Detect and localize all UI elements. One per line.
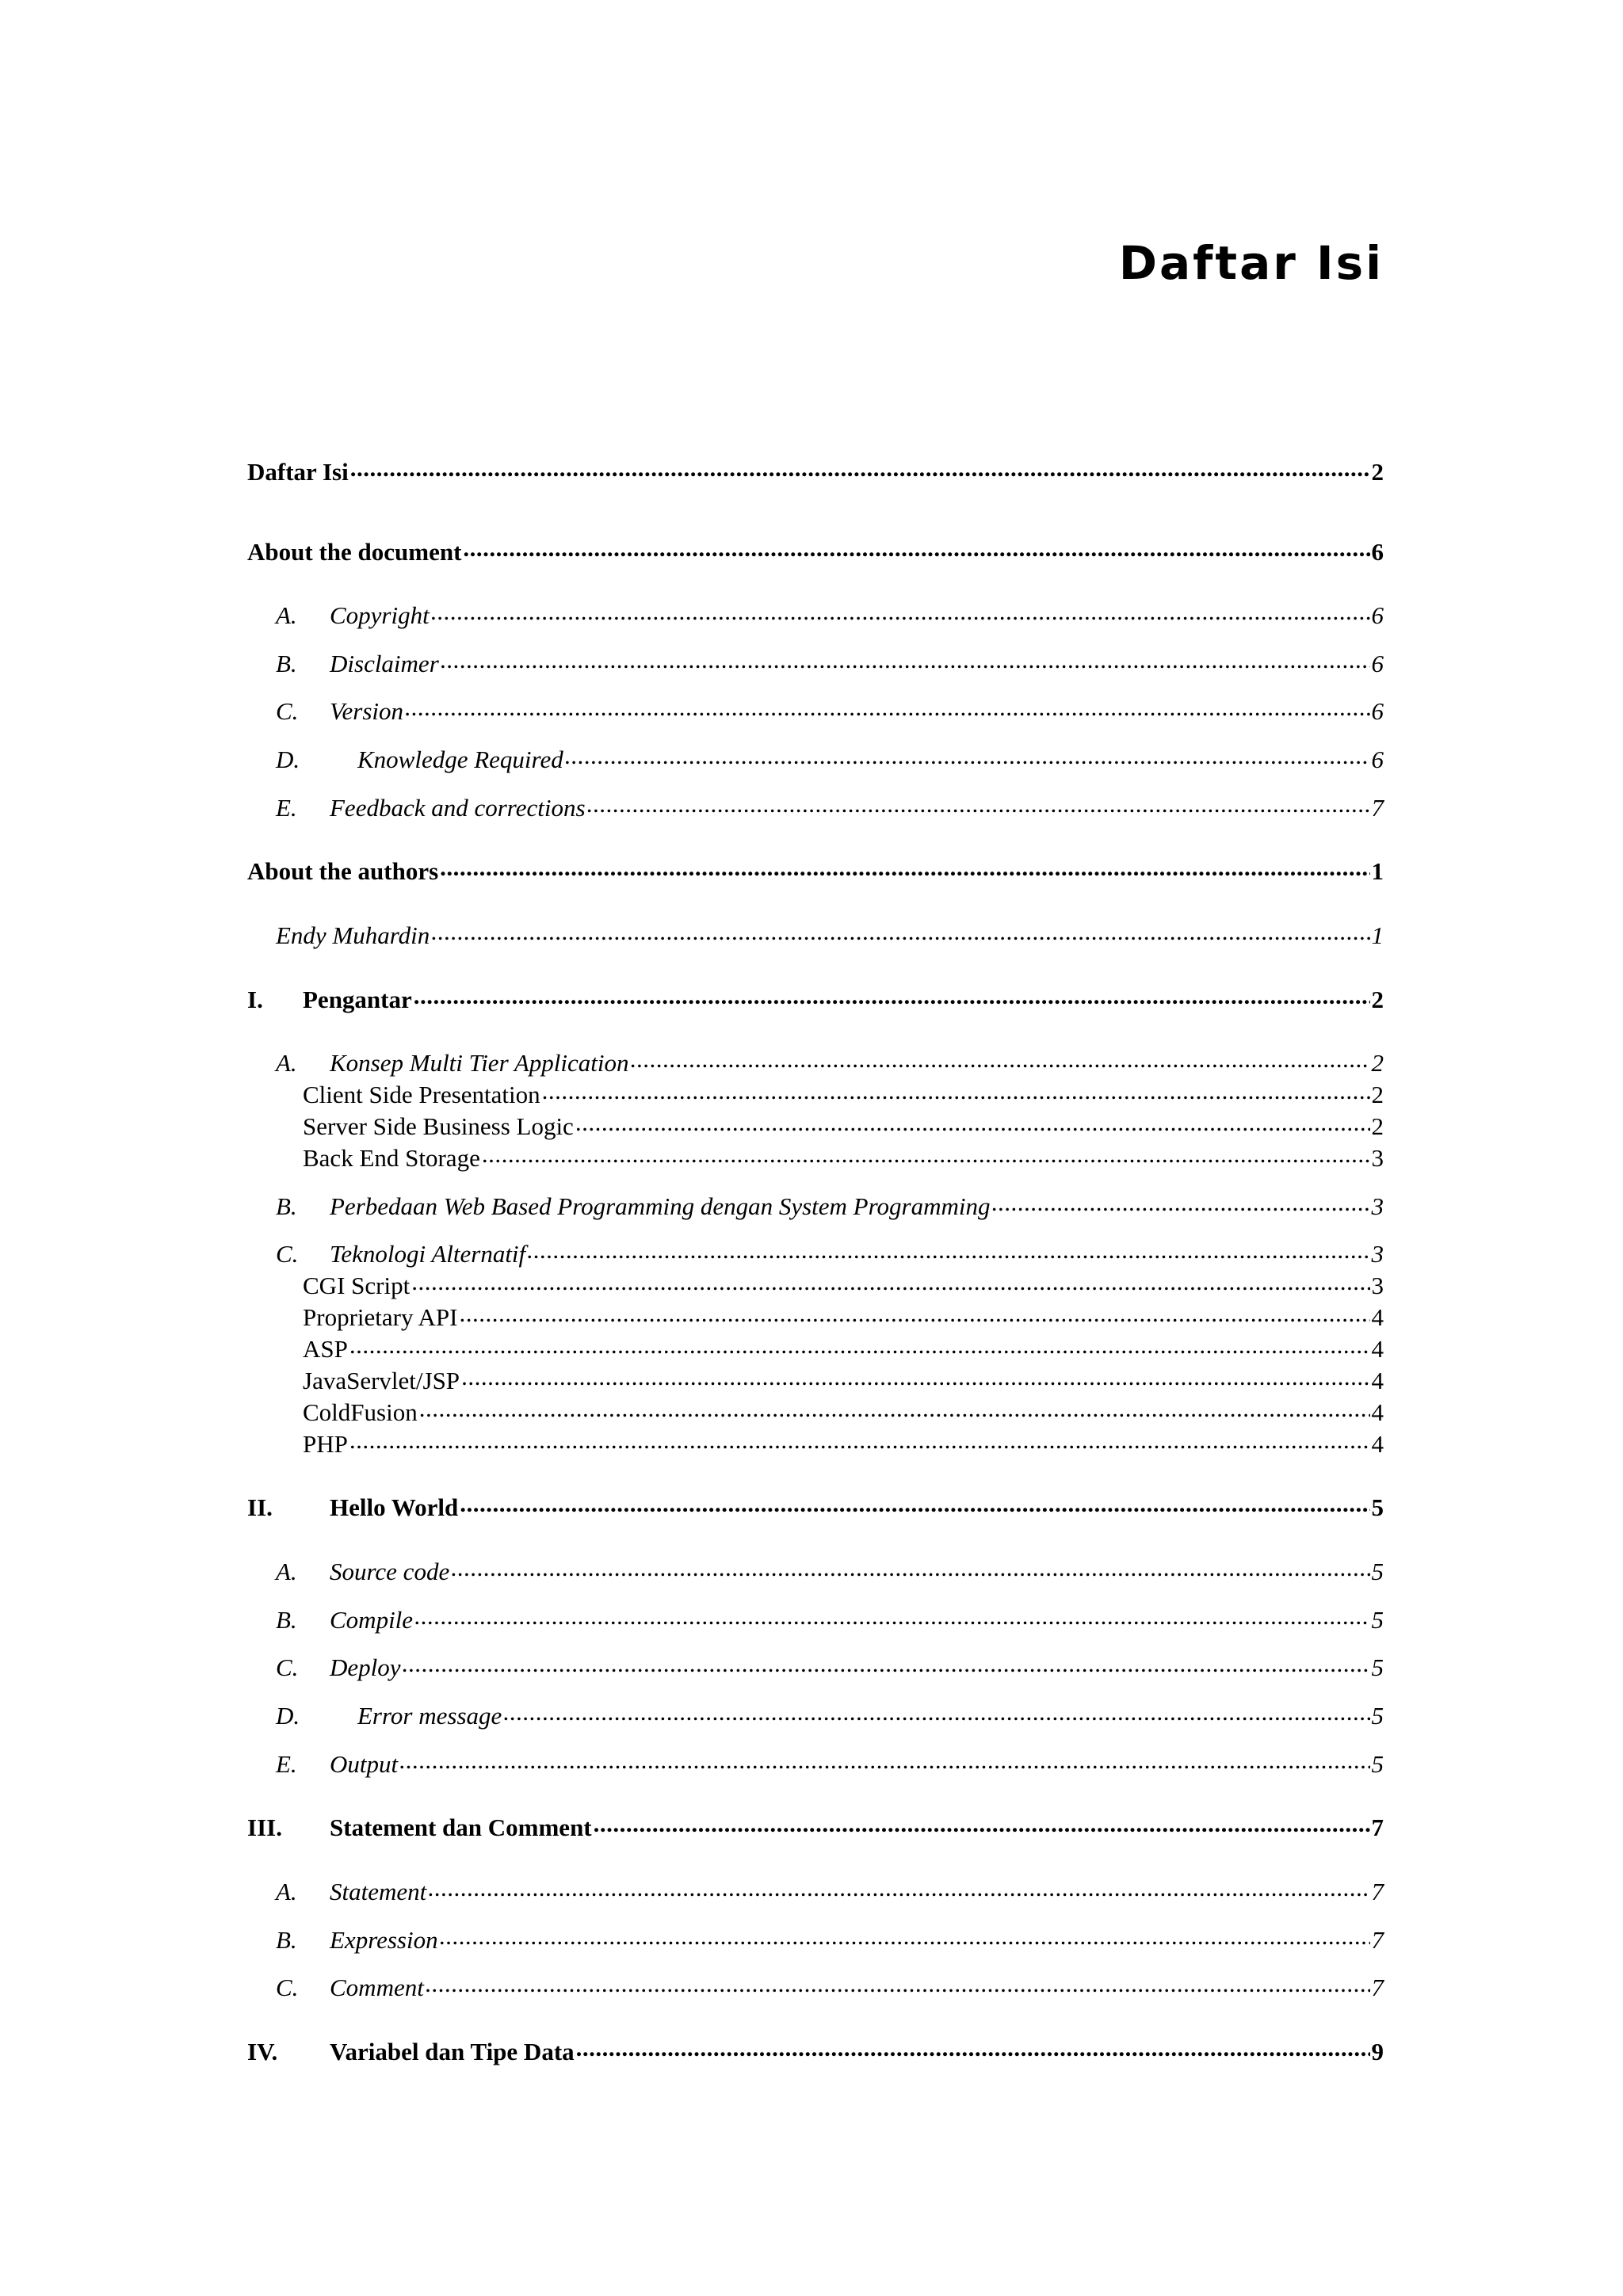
dot-leader <box>440 855 1369 879</box>
toc-entry-label: Proprietary API <box>303 1303 458 1331</box>
toc-entry-server-side-business-logic[interactable] <box>247 1110 1384 1138</box>
toc-entry-source-code[interactable] <box>247 1555 1384 1584</box>
dot-leader <box>594 1811 1370 1836</box>
toc-page-number: 4 <box>1371 1398 1384 1426</box>
toc-entry-label: Comment <box>330 1974 424 2001</box>
toc-page-number: 2 <box>1371 1049 1384 1077</box>
toc-entry-label: CGI Script <box>303 1272 411 1299</box>
toc-entry-number: C. <box>276 1240 299 1268</box>
toc-entry-cgi-script[interactable] <box>247 1269 1384 1298</box>
toc-page-number: 5 <box>1371 1750 1384 1778</box>
toc-entry-number: D. <box>276 1702 300 1730</box>
toc-page-number: 7 <box>1371 794 1384 822</box>
toc-entry-number: A. <box>276 1558 297 1585</box>
toc-entry-label: PHP <box>303 1430 348 1458</box>
toc-entry-number: C. <box>276 697 299 725</box>
dot-leader <box>403 1651 1370 1676</box>
toc-entry-comment[interactable] <box>247 1971 1384 2000</box>
dot-leader <box>405 695 1370 719</box>
toc-page-number: 3 <box>1371 1144 1384 1172</box>
toc-entry-label: Teknologi Alternatif <box>330 1240 526 1268</box>
dot-leader <box>441 647 1370 672</box>
toc-page-number: 7 <box>1371 1974 1384 2001</box>
toc-entry-output[interactable] <box>247 1748 1384 1776</box>
toc-entry-label: ASP <box>303 1335 348 1363</box>
toc-entry-copyright[interactable] <box>247 599 1384 627</box>
toc-entry-label: ColdFusion <box>303 1398 418 1426</box>
toc-entry-deploy[interactable] <box>247 1651 1384 1680</box>
toc-entry-expression[interactable] <box>247 1924 1384 1952</box>
toc-entry-endy-muhardin[interactable] <box>247 919 1384 948</box>
toc-entry-number: B. <box>276 1192 297 1220</box>
toc-entry-knowledge-required[interactable] <box>247 743 1384 772</box>
toc-entry-label: Error message <box>357 1702 502 1730</box>
toc-entry-number: I. <box>247 986 263 1013</box>
dot-leader <box>419 1396 1370 1421</box>
page-title: Daftar Isi <box>1118 236 1384 290</box>
toc-entry-number: A. <box>276 601 297 629</box>
toc-entry-about-the-authors[interactable] <box>247 855 1384 883</box>
dot-leader <box>576 2035 1370 2060</box>
dot-leader <box>463 536 1369 560</box>
toc-entry-disclaimer[interactable] <box>247 647 1384 676</box>
toc-page-number: 6 <box>1371 746 1384 773</box>
toc-page-number: 6 <box>1371 538 1384 566</box>
toc-page-number: 3 <box>1371 1240 1384 1268</box>
toc-entry-daftar-isi[interactable] <box>247 456 1384 484</box>
dot-leader <box>440 1924 1370 1948</box>
toc-page-number: 3 <box>1371 1192 1384 1220</box>
dot-leader <box>630 1047 1369 1071</box>
toc-entry-number: A. <box>276 1878 297 1905</box>
toc-entry-number: A. <box>276 1049 297 1077</box>
toc-entry-variabel-dan-tipe-data[interactable] <box>247 2035 1384 2064</box>
toc-entry-number: B. <box>276 1926 297 1954</box>
toc-entry-label: Compile <box>330 1606 414 1634</box>
toc-entry-coldfusion[interactable] <box>247 1396 1384 1425</box>
toc-entry-label: Konsep Multi Tier Application <box>330 1049 629 1077</box>
dot-leader <box>482 1142 1370 1166</box>
toc-page-number: 5 <box>1371 1493 1384 1521</box>
toc-page-number: 9 <box>1371 2038 1384 2065</box>
dot-leader <box>349 1333 1370 1357</box>
toc-entry-proprietary-api[interactable] <box>247 1301 1384 1329</box>
toc-entry-label: Expression <box>330 1926 438 1954</box>
toc-entry-statement[interactable] <box>247 1875 1384 1904</box>
toc-entry-label: Output <box>330 1750 399 1778</box>
toc-entry-label: About the document <box>247 538 462 566</box>
dot-leader <box>426 1971 1370 1996</box>
toc-entry-javaservlet-jsp[interactable] <box>247 1364 1384 1393</box>
toc-entry-label: JavaServlet/JSP <box>303 1367 460 1394</box>
dot-leader <box>451 1555 1369 1580</box>
toc-page-number: 2 <box>1371 1081 1384 1108</box>
dot-leader <box>414 983 1370 1008</box>
toc-entry-number: C. <box>276 1974 299 2001</box>
toc-entry-number: D. <box>276 746 300 773</box>
toc-entry-label: Client Side Presentation <box>303 1081 540 1108</box>
toc-page-number: 7 <box>1371 1814 1384 1841</box>
toc-entry-label: Feedback and corrections <box>330 794 586 822</box>
toc-entry-back-end-storage[interactable] <box>247 1142 1384 1170</box>
toc-page-number: 6 <box>1371 650 1384 677</box>
toc-entry-label: Version <box>330 697 403 725</box>
dot-leader <box>565 743 1370 768</box>
toc-entry-label: Deploy <box>330 1653 401 1681</box>
toc-entry-statement-dan-comment[interactable] <box>247 1811 1384 1840</box>
toc-entry-hello-world[interactable] <box>247 1491 1384 1520</box>
toc-entry-label: Perbedaan Web Based Programming dengan System Programming <box>330 1192 991 1220</box>
dot-leader <box>503 1699 1369 1724</box>
toc-entry-label: Source code <box>330 1558 450 1585</box>
toc-entry-label: Daftar Isi <box>247 458 349 486</box>
toc-entry-number: C. <box>276 1653 299 1681</box>
toc-page-number: 5 <box>1371 1653 1384 1681</box>
dot-leader <box>431 599 1370 624</box>
toc-entry-teknologi-alternatif[interactable] <box>247 1238 1384 1266</box>
toc-entry-asp[interactable] <box>247 1333 1384 1361</box>
toc-page-number: 7 <box>1371 1926 1384 1954</box>
toc-entry-number: IV. <box>247 2038 278 2065</box>
dot-leader <box>587 791 1370 816</box>
toc-entry-label: Statement dan Comment <box>330 1814 592 1841</box>
table-of-contents <box>247 0 1384 2296</box>
toc-page-number: 2 <box>1371 986 1384 1013</box>
dot-leader <box>460 1491 1369 1516</box>
toc-entry-label: Copyright <box>330 601 430 629</box>
toc-page-number: 6 <box>1371 601 1384 629</box>
dot-leader <box>431 919 1369 944</box>
dot-leader <box>428 1875 1369 1900</box>
dot-leader <box>527 1238 1369 1262</box>
toc-page-number: 4 <box>1371 1303 1384 1331</box>
dot-leader <box>414 1604 1369 1628</box>
toc-entry-compile[interactable] <box>247 1604 1384 1632</box>
toc-entry-label: Variabel dan Tipe Data <box>330 2038 575 2065</box>
toc-entry-number: E. <box>276 794 297 822</box>
toc-entry-label: Knowledge Required <box>357 746 563 773</box>
toc-entry-label: About the authors <box>247 857 439 885</box>
toc-entry-number: E. <box>276 1750 297 1778</box>
dot-leader <box>575 1110 1370 1135</box>
toc-entry-php[interactable] <box>247 1428 1384 1456</box>
dot-leader <box>350 456 1370 480</box>
toc-page-number: 4 <box>1371 1430 1384 1458</box>
toc-entry-label: Server Side Business Logic <box>303 1112 574 1140</box>
dot-leader <box>399 1748 1369 1772</box>
toc-page-number: 5 <box>1371 1702 1384 1730</box>
toc-page-number: 4 <box>1371 1335 1384 1363</box>
toc-entry-about-the-document[interactable] <box>247 536 1384 564</box>
toc-page-number: 5 <box>1371 1606 1384 1634</box>
dot-leader <box>991 1190 1369 1215</box>
toc-entry-label: Back End Storage <box>303 1144 480 1172</box>
dot-leader <box>459 1301 1369 1325</box>
toc-entry-label: Statement <box>330 1878 427 1905</box>
toc-entry-number: II. <box>247 1493 273 1521</box>
dot-leader <box>411 1269 1369 1294</box>
toc-page-number: 3 <box>1371 1272 1384 1299</box>
toc-entry-pengantar[interactable] <box>247 983 1384 1012</box>
toc-entry-label: Hello World <box>330 1493 459 1521</box>
toc-page-number: 2 <box>1371 1112 1384 1140</box>
toc-entry-perbedaan-web-based[interactable] <box>247 1190 1384 1219</box>
toc-entry-feedback-and-corrections[interactable] <box>247 791 1384 820</box>
dot-leader <box>461 1364 1369 1389</box>
toc-page-number: 2 <box>1371 458 1384 486</box>
toc-entry-number: B. <box>276 650 297 677</box>
toc-entry-konsep-multi-tier[interactable] <box>247 1047 1384 1075</box>
toc-page-number: 5 <box>1371 1558 1384 1585</box>
toc-entry-label: Endy Muhardin <box>276 921 430 949</box>
toc-entry-number: III. <box>247 1814 282 1841</box>
toc-entry-number: B. <box>276 1606 297 1634</box>
toc-entry-client-side-presentation[interactable] <box>247 1078 1384 1107</box>
toc-entry-label: Disclaimer <box>330 650 439 677</box>
toc-entry-error-message[interactable] <box>247 1699 1384 1728</box>
dot-leader <box>349 1428 1370 1452</box>
toc-page-number: 1 <box>1371 857 1384 885</box>
toc-entry-label: Pengantar <box>303 986 412 1013</box>
dot-leader <box>542 1078 1370 1103</box>
toc-page-number: 1 <box>1371 921 1384 949</box>
toc-page-number: 6 <box>1371 697 1384 725</box>
toc-page-number: 4 <box>1371 1367 1384 1394</box>
toc-entry-version[interactable] <box>247 695 1384 723</box>
toc-page-number: 7 <box>1371 1878 1384 1905</box>
